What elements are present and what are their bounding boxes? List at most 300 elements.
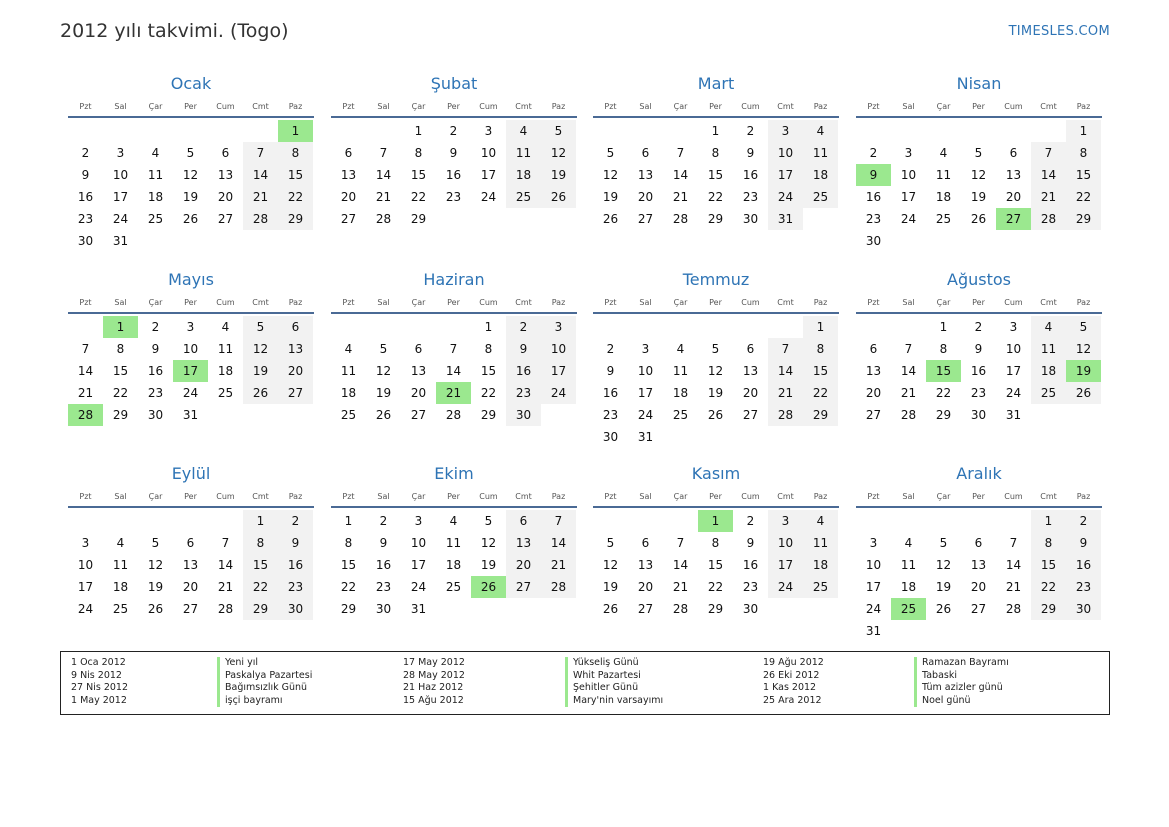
day-cell: 1	[1066, 120, 1101, 142]
day-cell: 1	[1031, 510, 1066, 532]
day-cell: 24	[182, 386, 199, 400]
day-cell: 17	[77, 580, 94, 594]
day-cell: 14	[375, 168, 392, 182]
day-cell: 2	[1066, 510, 1101, 532]
day-cell: 11	[112, 558, 129, 572]
month-block	[856, 269, 1102, 426]
weekday-label: Çar	[936, 492, 951, 501]
day-cell: 14	[768, 360, 803, 382]
holiday-day-cell: 1	[103, 316, 138, 338]
empty-cell	[173, 510, 208, 532]
day-cell: 4	[1031, 316, 1066, 338]
day-cell: 8	[344, 536, 353, 550]
day-cell: 22	[112, 386, 129, 400]
day-cell: 17	[112, 190, 129, 204]
legend-date: 1 May 2012	[71, 694, 127, 706]
weekday-label: Paz	[1076, 492, 1091, 501]
day-cell: 14	[1031, 164, 1066, 186]
day-cell: 9	[81, 168, 90, 182]
legend-names-col-3	[914, 657, 1009, 707]
empty-cell	[103, 120, 138, 142]
weekday-label: Per	[709, 298, 722, 307]
month-block	[593, 73, 839, 230]
day-cell: 16	[602, 386, 619, 400]
day-cell: 21	[77, 386, 94, 400]
day-cell: 21	[1031, 186, 1066, 208]
day-cell: 10	[637, 364, 654, 378]
legend-holiday-name: Tabaski	[914, 670, 1009, 683]
site-link[interactable]: TIMESLES.COM	[1008, 24, 1110, 39]
day-cell: 24	[1005, 386, 1022, 400]
day-cell: 18	[900, 580, 917, 594]
day-cell: 18	[340, 386, 357, 400]
day-cell: 19	[147, 580, 164, 594]
day-cell: 1	[939, 320, 948, 334]
legend-holiday-name: işçi bayramı	[217, 695, 312, 708]
holiday-day-cell: 19	[1066, 360, 1101, 382]
empty-cell	[593, 316, 628, 338]
day-grid	[593, 316, 839, 448]
weekday-label: Çar	[148, 492, 163, 501]
empty-cell	[366, 316, 401, 338]
month-block	[68, 73, 314, 252]
day-cell: 14	[445, 364, 462, 378]
weekday-label: Çar	[673, 298, 688, 307]
month-name: Ekim	[434, 464, 474, 483]
day-cell: 29	[243, 598, 278, 620]
day-cell: 22	[935, 386, 952, 400]
day-cell: 7	[676, 146, 685, 160]
weekday-label: Pzt	[79, 298, 92, 307]
day-cell: 15	[803, 360, 838, 382]
day-cell: 12	[147, 558, 164, 572]
day-cell: 5	[1066, 316, 1101, 338]
legend-holiday-name: Tüm azizler günü	[914, 682, 1009, 695]
day-cell: 3	[904, 146, 913, 160]
day-cell: 25	[340, 408, 357, 422]
day-cell: 3	[768, 120, 803, 142]
legend-date: 17 May 2012	[403, 657, 465, 668]
day-cell: 12	[480, 536, 497, 550]
day-cell: 13	[865, 364, 882, 378]
weekday-header	[593, 295, 839, 314]
day-cell: 21	[768, 382, 803, 404]
day-cell: 29	[1031, 598, 1066, 620]
day-grid	[593, 510, 839, 620]
empty-cell	[138, 510, 173, 532]
day-cell: 6	[641, 146, 650, 160]
weekday-label: Sal	[639, 102, 652, 111]
day-cell: 5	[151, 536, 160, 550]
day-cell: 31	[865, 624, 882, 638]
weekday-label: Pzt	[867, 102, 880, 111]
day-cell: 29	[707, 602, 724, 616]
day-cell: 25	[672, 408, 689, 422]
day-cell: 28	[375, 212, 392, 226]
weekday-header	[593, 99, 839, 118]
weekday-label: Per	[709, 102, 722, 111]
empty-cell	[68, 510, 103, 532]
legend-holiday-name: Şehitler Günü	[565, 682, 663, 695]
day-cell: 28	[217, 602, 234, 616]
day-grid	[68, 316, 314, 426]
day-cell: 25	[1031, 382, 1066, 404]
day-cell: 4	[904, 536, 913, 550]
day-cell: 9	[606, 364, 615, 378]
weekday-header	[856, 489, 1102, 508]
weekday-header	[68, 99, 314, 118]
legend-holiday-name: Yeni yıl	[217, 657, 312, 670]
weekday-label: Paz	[813, 298, 828, 307]
day-grid	[68, 120, 314, 252]
day-cell: 11	[340, 364, 357, 378]
day-cell: 30	[602, 430, 619, 444]
empty-cell	[331, 120, 366, 142]
weekday-label: Cmt	[515, 492, 532, 501]
month-name: Haziran	[423, 270, 485, 289]
day-cell: 24	[410, 580, 427, 594]
day-cell: 22	[480, 386, 497, 400]
weekday-label: Sal	[377, 102, 390, 111]
day-cell: 6	[221, 146, 230, 160]
day-cell: 22	[410, 190, 427, 204]
day-cell: 17	[1005, 364, 1022, 378]
legend-date: 1 Oca 2012	[71, 657, 126, 668]
day-cell: 13	[182, 558, 199, 572]
day-cell: 16	[77, 190, 94, 204]
holiday-day-cell: 27	[996, 208, 1031, 230]
weekday-label: Cmt	[515, 102, 532, 111]
day-cell: 30	[278, 598, 313, 620]
empty-cell	[663, 316, 698, 338]
day-cell: 24	[865, 602, 882, 616]
day-cell: 8	[711, 146, 720, 160]
day-cell: 23	[506, 382, 541, 404]
weekday-label: Cmt	[252, 492, 269, 501]
day-cell: 13	[742, 364, 759, 378]
day-cell: 6	[974, 536, 983, 550]
holiday-day-cell: 17	[173, 360, 208, 382]
day-grid	[331, 316, 577, 426]
weekday-header	[593, 489, 839, 508]
day-cell: 26	[602, 212, 619, 226]
day-cell: 20	[865, 386, 882, 400]
day-cell: 1	[414, 124, 423, 138]
day-cell: 25	[506, 186, 541, 208]
day-cell: 2	[449, 124, 458, 138]
weekday-label: Pzt	[79, 102, 92, 111]
day-cell: 29	[340, 602, 357, 616]
weekday-header	[856, 99, 1102, 118]
day-cell: 7	[449, 342, 458, 356]
day-cell: 22	[803, 382, 838, 404]
weekday-label: Pzt	[867, 492, 880, 501]
weekday-label: Cum	[741, 492, 760, 501]
day-cell: 24	[900, 212, 917, 226]
day-cell: 7	[221, 536, 230, 550]
empty-cell	[103, 510, 138, 532]
day-cell: 14	[1005, 558, 1022, 572]
legend-holiday-name: Mary'nin varsayımı	[565, 695, 663, 708]
weekday-label: Pzt	[342, 492, 355, 501]
day-cell: 7	[904, 342, 913, 356]
day-cell: 18	[506, 164, 541, 186]
day-cell: 23	[445, 190, 462, 204]
day-cell: 25	[217, 386, 234, 400]
day-cell: 29	[707, 212, 724, 226]
day-cell: 16	[506, 360, 541, 382]
weekday-label: Sal	[377, 298, 390, 307]
weekday-label: Çar	[673, 102, 688, 111]
weekday-label: Sal	[114, 298, 127, 307]
day-cell: 17	[410, 558, 427, 572]
empty-cell	[628, 120, 663, 142]
month-name: Mart	[697, 74, 735, 93]
day-cell: 19	[970, 190, 987, 204]
day-cell: 12	[1066, 338, 1101, 360]
weekday-label: Çar	[936, 102, 951, 111]
legend-dates-col-2	[403, 657, 465, 707]
day-cell: 15	[480, 364, 497, 378]
legend-holiday-name: Ramazan Bayramı	[914, 657, 1009, 670]
day-cell: 17	[865, 580, 882, 594]
month-block	[856, 463, 1102, 642]
month-name: Eylül	[171, 464, 211, 483]
legend-holiday-name: Noel günü	[914, 695, 1009, 708]
day-cell: 21	[672, 190, 689, 204]
weekday-label: Cmt	[777, 102, 794, 111]
weekday-label: Cmt	[1040, 298, 1057, 307]
day-cell: 28	[900, 408, 917, 422]
day-grid	[856, 510, 1102, 642]
empty-cell	[593, 120, 628, 142]
weekday-label: Paz	[288, 492, 303, 501]
weekday-label: Cmt	[252, 298, 269, 307]
empty-cell	[663, 120, 698, 142]
day-cell: 21	[541, 554, 576, 576]
day-cell: 10	[900, 168, 917, 182]
day-cell: 20	[217, 190, 234, 204]
day-cell: 8	[484, 342, 493, 356]
legend-date: 25 Ara 2012	[763, 694, 822, 706]
day-cell: 9	[746, 146, 755, 160]
day-cell: 7	[1031, 142, 1066, 164]
day-cell: 26	[541, 186, 576, 208]
month-block	[331, 269, 577, 426]
day-cell: 7	[768, 338, 803, 360]
day-cell: 27	[410, 408, 427, 422]
holiday-legend	[60, 651, 1110, 715]
day-grid	[856, 316, 1102, 426]
day-cell: 7	[541, 510, 576, 532]
weekday-label: Çar	[411, 298, 426, 307]
day-cell: 2	[81, 146, 90, 160]
legend-holiday-name: Whit Pazartesi	[565, 670, 663, 683]
day-cell: 9	[506, 338, 541, 360]
day-cell: 25	[112, 602, 129, 616]
day-cell: 15	[410, 168, 427, 182]
day-cell: 1	[344, 514, 353, 528]
day-cell: 6	[344, 146, 353, 160]
day-cell: 31	[637, 430, 654, 444]
empty-cell	[996, 120, 1031, 142]
day-cell: 11	[672, 364, 689, 378]
day-cell: 3	[81, 536, 90, 550]
day-cell: 10	[768, 532, 803, 554]
day-cell: 29	[803, 404, 838, 426]
day-cell: 21	[217, 580, 234, 594]
day-cell: 13	[637, 168, 654, 182]
day-cell: 26	[182, 212, 199, 226]
day-cell: 15	[112, 364, 129, 378]
day-cell: 2	[506, 316, 541, 338]
empty-cell	[733, 316, 768, 338]
day-cell: 16	[375, 558, 392, 572]
day-cell: 23	[147, 386, 164, 400]
month-name: Şubat	[430, 74, 478, 93]
empty-cell	[768, 316, 803, 338]
day-cell: 13	[278, 338, 313, 360]
day-cell: 18	[1031, 360, 1066, 382]
month-name: Aralık	[956, 464, 1002, 483]
weekday-header	[331, 99, 577, 118]
day-cell: 5	[606, 146, 615, 160]
month-block	[856, 73, 1102, 252]
day-cell: 26	[707, 408, 724, 422]
day-cell: 29	[410, 212, 427, 226]
day-cell: 31	[768, 208, 803, 230]
holiday-day-cell: 21	[436, 382, 471, 404]
holiday-day-cell: 15	[926, 360, 961, 382]
day-cell: 12	[375, 364, 392, 378]
day-cell: 26	[1066, 382, 1101, 404]
day-grid	[331, 510, 577, 620]
day-cell: 30	[865, 234, 882, 248]
day-cell: 5	[379, 342, 388, 356]
day-cell: 11	[935, 168, 952, 182]
weekday-label: Sal	[639, 298, 652, 307]
empty-cell	[208, 510, 243, 532]
day-cell: 11	[445, 536, 462, 550]
day-cell: 18	[672, 386, 689, 400]
legend-names-col-2	[565, 657, 663, 707]
day-cell: 24	[637, 408, 654, 422]
day-cell: 25	[803, 576, 838, 598]
day-cell: 18	[803, 554, 838, 576]
day-cell: 6	[1009, 146, 1018, 160]
day-grid	[593, 120, 839, 230]
day-cell: 8	[278, 142, 313, 164]
day-cell: 12	[182, 168, 199, 182]
day-grid	[331, 120, 577, 230]
weekday-label: Cmt	[252, 102, 269, 111]
day-cell: 22	[243, 576, 278, 598]
weekday-label: Paz	[288, 102, 303, 111]
day-cell: 8	[414, 146, 423, 160]
day-cell: 19	[602, 580, 619, 594]
legend-date: 27 Nis 2012	[71, 682, 128, 694]
day-cell: 8	[803, 338, 838, 360]
weekday-label: Pzt	[604, 492, 617, 501]
day-cell: 6	[746, 342, 755, 356]
day-cell: 9	[449, 146, 458, 160]
weekday-header	[331, 295, 577, 314]
day-cell: 19	[935, 580, 952, 594]
legend-dates-col-1	[71, 657, 128, 707]
day-cell: 8	[116, 342, 125, 356]
day-cell: 4	[449, 514, 458, 528]
empty-cell	[856, 510, 891, 532]
day-cell: 20	[742, 386, 759, 400]
month-name: Ocak	[170, 74, 212, 93]
day-cell: 8	[711, 536, 720, 550]
empty-cell	[138, 120, 173, 142]
weekday-label: Paz	[1076, 298, 1091, 307]
day-cell: 10	[865, 558, 882, 572]
day-cell: 19	[243, 360, 278, 382]
day-cell: 31	[182, 408, 199, 422]
day-cell: 5	[939, 536, 948, 550]
day-cell: 27	[637, 602, 654, 616]
weekday-label: Per	[972, 102, 985, 111]
day-cell: 22	[1066, 186, 1101, 208]
day-grid	[68, 510, 314, 620]
weekday-header	[68, 295, 314, 314]
day-cell: 24	[768, 576, 803, 598]
page-title: 2012 yılı takvimi. (Togo)	[60, 20, 289, 42]
month-block	[593, 269, 839, 448]
day-cell: 22	[707, 580, 724, 594]
empty-cell	[856, 316, 891, 338]
day-cell: 18	[112, 580, 129, 594]
empty-cell	[698, 316, 733, 338]
empty-cell	[628, 510, 663, 532]
weekday-label: Per	[447, 492, 460, 501]
day-cell: 16	[865, 190, 882, 204]
day-cell: 30	[77, 234, 94, 248]
holiday-day-cell: 28	[68, 404, 103, 426]
day-cell: 1	[711, 124, 720, 138]
empty-cell	[173, 120, 208, 142]
day-cell: 25	[147, 212, 164, 226]
day-cell: 7	[1009, 536, 1018, 550]
holiday-day-cell: 1	[278, 120, 313, 142]
day-cell: 3	[186, 320, 195, 334]
day-cell: 2	[606, 342, 615, 356]
day-cell: 28	[1031, 208, 1066, 230]
weekday-label: Çar	[411, 492, 426, 501]
empty-cell	[208, 120, 243, 142]
holiday-day-cell: 26	[471, 576, 506, 598]
day-cell: 4	[803, 120, 838, 142]
empty-cell	[436, 316, 471, 338]
empty-cell	[961, 510, 996, 532]
day-cell: 27	[637, 212, 654, 226]
weekday-label: Per	[709, 492, 722, 501]
day-cell: 8	[243, 532, 278, 554]
day-cell: 27	[970, 602, 987, 616]
day-cell: 5	[243, 316, 278, 338]
day-cell: 20	[278, 360, 313, 382]
empty-cell	[926, 120, 961, 142]
day-cell: 18	[935, 190, 952, 204]
day-cell: 16	[1066, 554, 1101, 576]
day-cell: 14	[541, 532, 576, 554]
weekday-label: Per	[972, 298, 985, 307]
day-cell: 8	[1031, 532, 1066, 554]
day-cell: 14	[672, 168, 689, 182]
legend-dates-col-3	[763, 657, 824, 707]
